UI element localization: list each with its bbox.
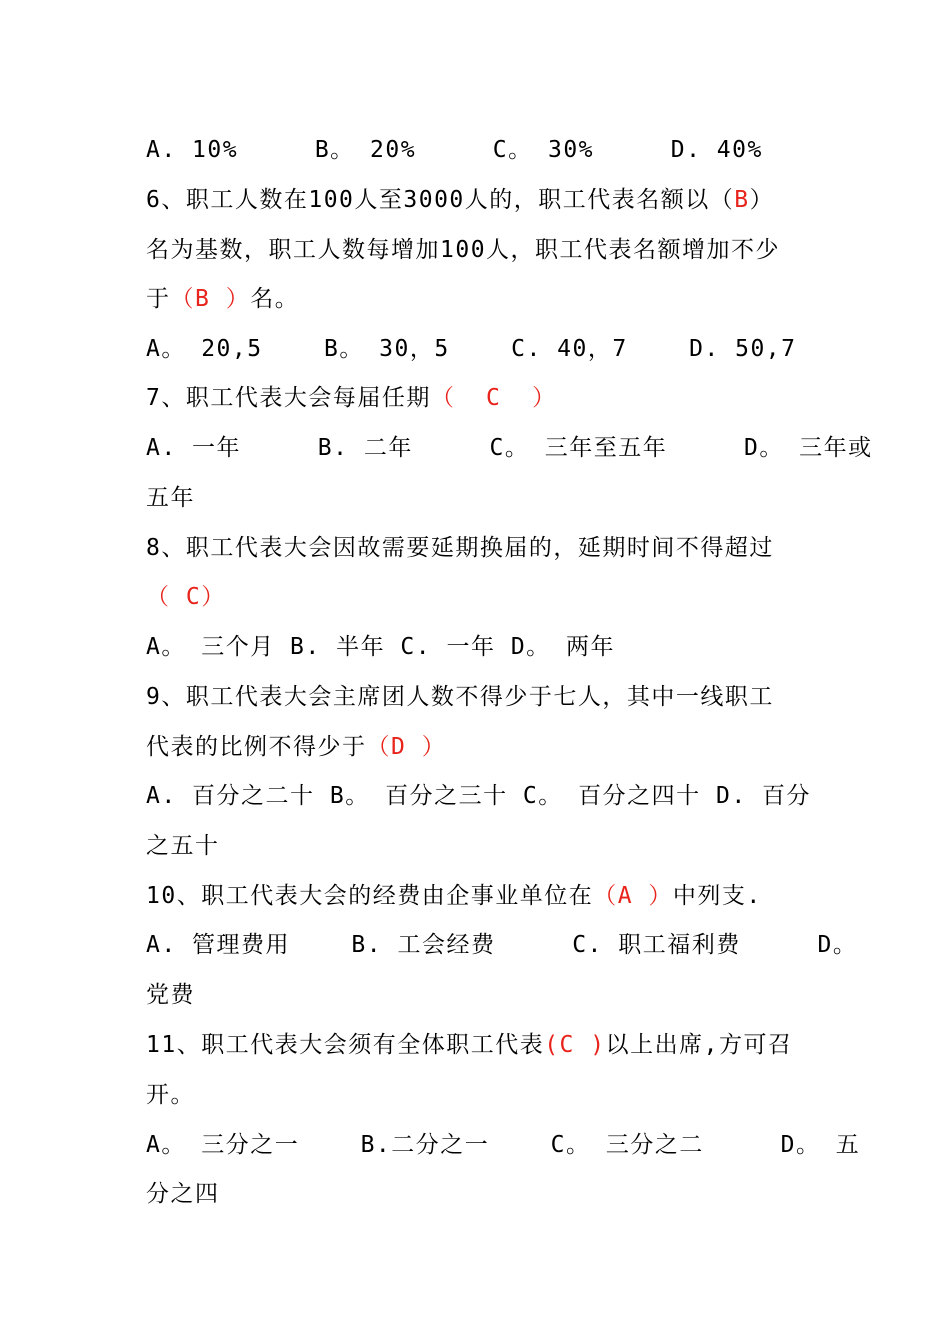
- text-segment: 五年: [146, 485, 195, 511]
- q5-options: [146, 135, 826, 165]
- text-segment: 中列支.: [672, 883, 762, 909]
- text-segment: 分之四: [146, 1181, 220, 1207]
- q9-options-line-1: [146, 781, 826, 811]
- q8-stem-line-1: [146, 533, 826, 563]
- text-segment: 代表的比例不得少于: [146, 734, 367, 760]
- text-segment: 党费: [146, 982, 195, 1008]
- q11-options-line-1: [146, 1130, 861, 1160]
- q6-stem-line-2: [146, 235, 826, 265]
- text-segment: A。 三分之一 B.二分之一 C。 三分之二 D。 五: [146, 1132, 861, 1158]
- answer-mark: （D ）: [366, 734, 447, 760]
- text-segment: 10、职工代表大会的经费由企事业单位在: [146, 883, 594, 909]
- text-segment: 11、职工代表大会须有全体职工代表: [146, 1032, 545, 1058]
- text-segment: 名。: [250, 286, 300, 312]
- text-segment: A. 10% B。 20% C。 30% D. 40%: [146, 137, 763, 163]
- text-segment: 以上出席,方可召: [605, 1032, 793, 1058]
- text-segment: A。 20,5 B。 30，5 C. 40，7 D. 50,7: [146, 336, 797, 362]
- answer-mark: （B ）: [170, 286, 251, 312]
- text-segment: A. 管理费用 B. 工会经费 C. 职工福利费 D。: [146, 932, 858, 958]
- q7-options-line-2: [146, 483, 826, 513]
- text-segment: A. 一年 B. 二年 C。 三年至五年 D。 三年或: [146, 435, 873, 461]
- q11-stem-line-2: [146, 1080, 826, 1110]
- text-segment: ）: [749, 187, 775, 213]
- text-segment: 于: [146, 286, 171, 312]
- q7-stem: [146, 383, 826, 413]
- text-segment: A。 三个月 B. 半年 C. 一年 D。 两年: [146, 634, 616, 660]
- text-segment: 开。: [146, 1082, 195, 1108]
- answer-mark: （A ）: [593, 883, 673, 909]
- q10-stem: [146, 881, 826, 911]
- q10-options-line-2: [146, 980, 826, 1010]
- q8-options: [146, 632, 826, 662]
- q10-options-line-1: [146, 930, 858, 960]
- text-segment: A. 百分之二十 B。 百分之三十 C。 百分之四十 D. 百分: [146, 783, 812, 809]
- text-segment: 8、职工代表大会因故需要延期换届的，延期时间不得超过: [146, 535, 774, 561]
- q6-stem-line-1: [146, 185, 826, 215]
- q7-options-line-1: [146, 433, 873, 463]
- answer-mark: B: [734, 187, 750, 213]
- text-segment: 名为基数，职工人数每增加100人，职工代表名额增加不少: [146, 237, 781, 263]
- q6-stem-line-3: [146, 284, 826, 314]
- q6-options: [146, 334, 826, 364]
- answer-mark: (C ): [544, 1032, 606, 1058]
- q11-options-line-2: [146, 1179, 826, 1209]
- text-segment: 6、职工人数在100人至3000人的，职工代表名额以（: [146, 187, 735, 213]
- text-segment: 9、职工代表大会主席团人数不得少于七人，其中一线职工: [146, 684, 774, 710]
- q9-stem-line-2: [146, 732, 826, 762]
- q9-stem-line-1: [146, 682, 826, 712]
- q9-options-line-2: [146, 831, 826, 861]
- text-segment: 之五十: [146, 833, 220, 859]
- q11-stem-line-1: [146, 1030, 826, 1060]
- q8-stem-line-2: [146, 582, 826, 612]
- text-segment: 7、职工代表大会每届任期: [146, 385, 431, 411]
- answer-mark: （ C ）: [430, 385, 557, 411]
- answer-mark: （ C）: [146, 584, 226, 610]
